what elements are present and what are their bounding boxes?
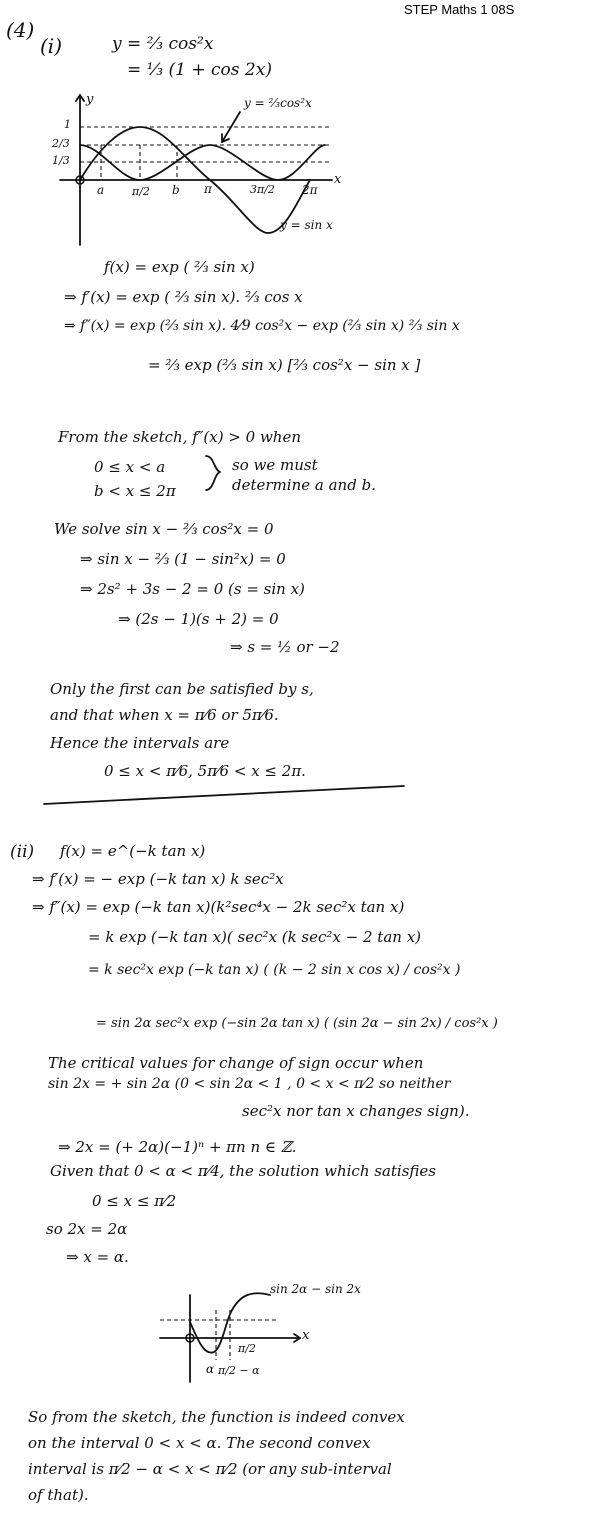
graph2-x-label: x bbox=[302, 1328, 310, 1343]
final-line-4: of that). bbox=[28, 1486, 89, 1504]
brace-text-2: determine a and b. bbox=[232, 476, 376, 494]
final-line-2: on the interval 0 < x < α. The second convex bbox=[28, 1434, 371, 1452]
sketch-line-1: From the sketch, f″(x) > 0 when bbox=[58, 428, 301, 446]
part-ii-line-5: = k sec²x exp (−k tan x) ( (k − 2 sin x cos x) / cos²x ) bbox=[88, 962, 461, 978]
critical-line-2: sin 2x = + sin 2α (0 < sin 2α < 1 , 0 < x < π⁄2 so neither bbox=[48, 1076, 451, 1092]
part-i-line-1: y = ⅔ cos²x bbox=[112, 34, 214, 54]
part-ii-line-1: f(x) = e^(−k tan x) bbox=[60, 842, 206, 860]
deriv-line-2: ⇒ f′(x) = exp ( ⅔ sin x). ⅔ cos x bbox=[64, 288, 303, 306]
graph1-tick-1: 1 bbox=[64, 118, 71, 131]
graph2-label-alpha: α bbox=[206, 1362, 215, 1376]
graph1-label-pi2: π/2 bbox=[132, 185, 150, 198]
general-line-3: 0 ≤ x ≤ π⁄2 bbox=[92, 1192, 177, 1210]
graph1-y-label: y bbox=[86, 92, 94, 107]
conclusion-line-4: 0 ≤ x < π⁄6, 5π⁄6 < x ≤ 2π. bbox=[104, 762, 306, 780]
graph1-label-a: a bbox=[97, 183, 105, 197]
graph2-label-pi2-alpha: π/2 − α bbox=[218, 1364, 260, 1377]
conclusion-line-3: Hence the intervals are bbox=[50, 734, 230, 752]
deriv-line-1: f(x) = exp ( ⅔ sin x) bbox=[104, 258, 255, 276]
graph1-label-pi: π bbox=[204, 182, 212, 196]
solve-line-5: ⇒ s = ½ or −2 bbox=[230, 638, 340, 656]
general-line-5: ⇒ x = α. bbox=[66, 1248, 129, 1266]
graph1-label-b: b bbox=[172, 183, 180, 197]
solve-line-3: ⇒ 2s² + 3s − 2 = 0 (s = sin x) bbox=[80, 580, 305, 598]
final-line-1: So from the sketch, the function is indeed convex bbox=[28, 1408, 405, 1426]
part-ii-line-4: = k exp (−k tan x)( sec²x (k sec²x − 2 tan x) bbox=[88, 928, 422, 946]
document-header: STEP Maths 1 08S bbox=[404, 2, 515, 17]
conclusion-line-1: Only the first can be satisfied by s, bbox=[50, 680, 314, 698]
deriv-line-4: = ⅔ exp (⅔ sin x) [⅔ cos²x − sin x ] bbox=[148, 356, 421, 374]
general-line-4: so 2x = 2α bbox=[46, 1220, 128, 1238]
graph1-tick-2-3: 2/3 bbox=[52, 137, 70, 150]
graph2-curve bbox=[190, 1293, 270, 1352]
part-ii-line-2: ⇒ f′(x) = − exp (−k tan x) k sec²x bbox=[32, 870, 284, 888]
solve-line-4: ⇒ (2s − 1)(s + 2) = 0 bbox=[118, 610, 279, 628]
part-i-line-2: = ⅓ (1 + cos 2x) bbox=[127, 60, 272, 80]
part-ii-label: (ii) bbox=[10, 842, 35, 862]
final-line-3: interval is π⁄2 − α < x < π⁄2 (or any sub-interval bbox=[28, 1460, 392, 1478]
general-line-1: ⇒ 2x = (+ 2α)(−1)ⁿ + πn n ∈ ℤ. bbox=[58, 1138, 297, 1156]
question-number: (4) bbox=[6, 18, 35, 42]
graph1-cos-label: y = ⅔cos²x bbox=[244, 96, 312, 110]
solve-line-2: ⇒ sin x − ⅔ (1 − sin²x) = 0 bbox=[80, 550, 286, 568]
solve-line-1: We solve sin x − ⅔ cos²x = 0 bbox=[54, 520, 274, 538]
graph2-curve-label: sin 2α − sin 2x bbox=[270, 1282, 361, 1296]
graph1-x-label: x bbox=[334, 172, 342, 187]
graph1-sin-label: y = sin x bbox=[280, 218, 333, 232]
sketch-line-3: b < x ≤ 2π bbox=[94, 482, 176, 500]
sketch-line-2: 0 ≤ x < a bbox=[94, 458, 166, 476]
general-line-2: Given that 0 < α < π⁄4, the solution which satisfies bbox=[50, 1162, 436, 1180]
graph1-label-2pi: 2π bbox=[302, 183, 318, 197]
critical-line-1: The critical values for change of sign occur when bbox=[48, 1054, 424, 1072]
part-ii-line-6: = sin 2α sec²x exp (−sin 2α tan x) ( (sin 2α − sin 2x) / cos²x ) bbox=[96, 1016, 498, 1031]
graph2-label-pi2: π/2 bbox=[238, 1342, 256, 1355]
part-i-label: (i) bbox=[40, 34, 63, 58]
graph1-tick-1-3: 1/3 bbox=[52, 154, 70, 167]
graph1-label-3pi2: 3π/2 bbox=[250, 183, 275, 196]
conclusion-line-2: and that when x = π⁄6 or 5π⁄6. bbox=[50, 706, 279, 724]
critical-line-3: sec²x nor tan x changes sign). bbox=[242, 1102, 470, 1120]
part-ii-line-3: ⇒ f″(x) = exp (−k tan x)(k²sec⁴x − 2k sec²x tan x) bbox=[32, 898, 405, 916]
brace-text-1: so we must bbox=[232, 456, 318, 474]
deriv-line-3: ⇒ f″(x) = exp (⅔ sin x). 4⁄9 cos²x − exp (⅔ sin x) ⅔ sin x bbox=[64, 318, 460, 334]
